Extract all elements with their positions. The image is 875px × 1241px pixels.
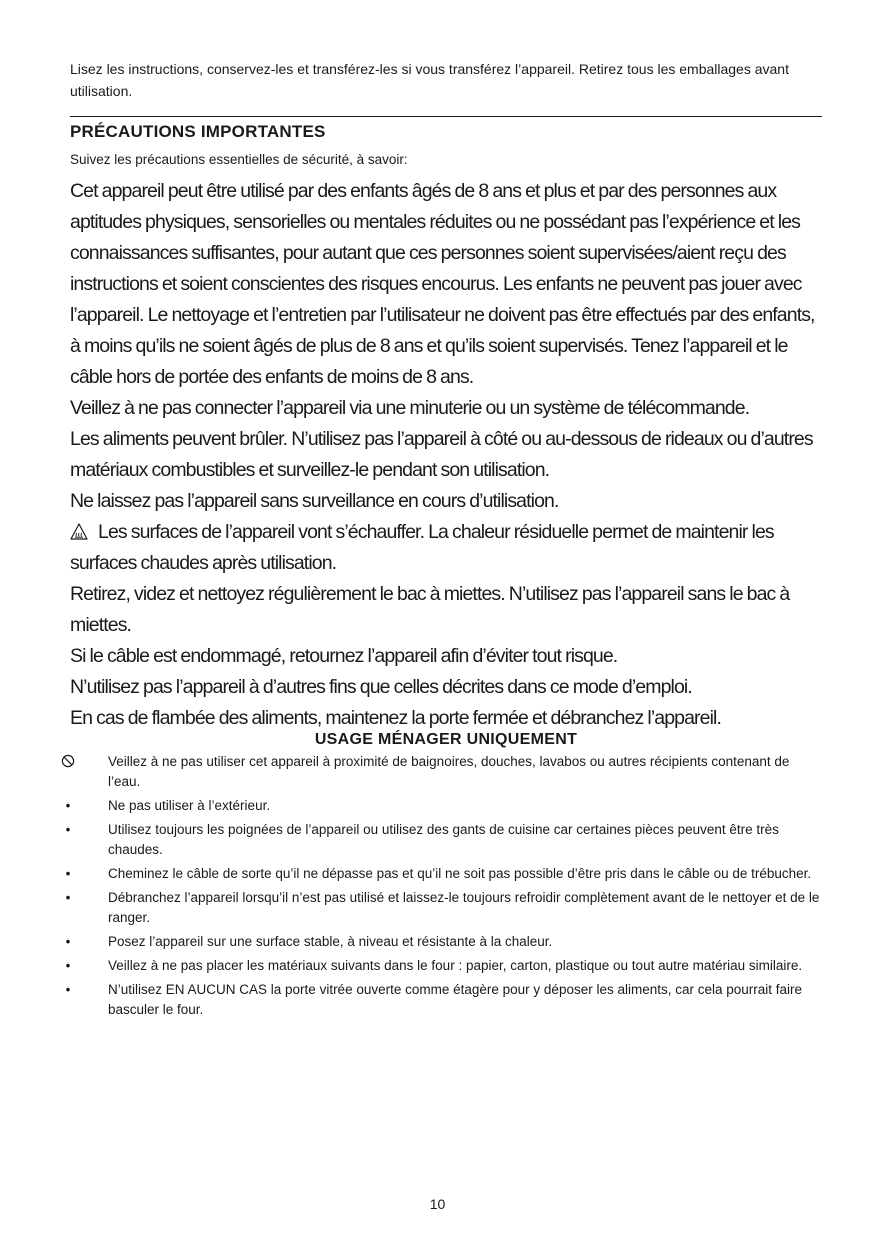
precautions-title: PRÉCAUTIONS IMPORTANTES [70, 122, 326, 141]
hot-surface-text: Les surfaces de l’appareil vont s’échauffer. La chaleur résiduelle permet de maintenir les surfaces chaudes après utilisation. [70, 521, 774, 574]
list-item [58, 820, 822, 860]
precaution-paragraph: Retirez, videz et nettoyez régulièrement le bac à miettes. N’utilisez pas l’appareil sans le bac à miettes. [70, 583, 790, 636]
intro-text: Lisez les instructions, conservez-les et transférez-les si vous transférez l’appareil. Retirez tous les emballages avant utilisation. [70, 61, 789, 99]
bullet-marker: • [65, 958, 71, 973]
precautions-body [70, 176, 822, 734]
bullet-marker: • [65, 982, 71, 997]
precaution-paragraph: Les aliments peuvent brûler. N’utilisez pas l’appareil à côté ou au-dessous de rideaux ou d’autres matériaux combustibles et surveillez-le pendant son utilisation. [70, 428, 813, 481]
bullet-marker: • [65, 822, 71, 837]
list-item-text: Cheminez le câble de sorte qu’il ne dépasse pas et qu’il ne soit pas possible d’être pris dans le câble ou de trébucher. [108, 866, 812, 881]
precaution-paragraph: Ne laissez pas l’appareil sans surveillance en cours d’utilisation. [70, 490, 559, 512]
list-item [58, 980, 822, 1020]
bullet-marker: • [65, 890, 71, 905]
list-item-text: Veillez à ne pas utiliser cet appareil à proximité de baignoires, douches, lavabos ou autres récipients contenant de l’eau. [108, 754, 790, 789]
bullet-marker: • [65, 798, 71, 813]
precaution-paragraph: En cas de flambée des aliments, maintenez la porte fermée et débranchez l’appareil. [70, 707, 721, 729]
usage-title: USAGE MÉNAGER UNIQUEMENT [314, 731, 578, 748]
list-item [58, 888, 822, 928]
bullet-marker: • [65, 866, 71, 881]
list-item-text: Ne pas utiliser à l’extérieur. [108, 798, 271, 813]
precaution-paragraph: Veillez à ne pas connecter l’appareil via une minuterie ou un système de télécommande. [70, 397, 750, 419]
list-item [58, 932, 822, 952]
list-item-text: Veillez à ne pas placer les matériaux suivants dans le four : papier, carton, plastique ou tout autre matériau similaire. [108, 958, 803, 973]
usage-list [58, 752, 822, 1020]
list-item-text: Posez l’appareil sur une surface stable, à niveau et résistante à la chaleur. [108, 934, 553, 949]
precaution-paragraph: Si le câble est endommagé, retournez l’appareil afin d’éviter tout risque. [70, 645, 618, 667]
list-item [58, 956, 822, 976]
hot-surface-warning-icon [70, 519, 88, 536]
list-item [58, 752, 822, 792]
section-divider [70, 116, 822, 117]
page-number: 10 [429, 1196, 446, 1212]
precaution-paragraph: Cet appareil peut être utilisé par des enfants âgés de 8 ans et plus et par des personnes aux aptitudes physiques, sensorielles ou mentales réduites ou ne possédant pas l’expérience et les connaissances suffisantes, pour autant que ces personnes soient supervisées/aient reçu des instructions et soient conscientes des risques encourus. Les enfants ne peuvent pas jouer avec l’appareil. Le nettoyage et l’entretien par l’utilisateur ne doivent pas être effectués par des enfants, à moins qu’ils ne soient âgés de plus de 8 ans et qu’ils soient supervisés. Tenez l’appareil et le câble hors de portée des enfants de moins de 8 ans. [70, 180, 815, 388]
list-item [58, 796, 822, 816]
manual-page [65, 58, 822, 1024]
precaution-paragraph: N’utilisez pas l’appareil à d’autres fins que celles décrites dans ce mode d’emploi. [70, 676, 692, 698]
precautions-subtitle: Suivez les précautions essentielles de sécurité, à savoir: [70, 152, 408, 167]
prohibited-icon [60, 752, 76, 772]
list-item-text: Utilisez toujours les poignées de l’appareil ou utilisez des gants de cuisine car certaines pièces peuvent être très chaudes. [108, 822, 779, 857]
list-item-text: N’utilisez EN AUCUN CAS la porte vitrée ouverte comme étagère pour y déposer les aliments, car cela pourrait faire basculer le four. [108, 982, 803, 1017]
precaution-paragraph-hot-surface [70, 517, 822, 579]
list-item [58, 864, 822, 884]
list-item-text: Débranchez l’appareil lorsqu’il n’est pas utilisé et laissez-le toujours refroidir complètement avant de le nettoyer et de le ranger. [108, 890, 820, 925]
bullet-marker: • [65, 934, 71, 949]
